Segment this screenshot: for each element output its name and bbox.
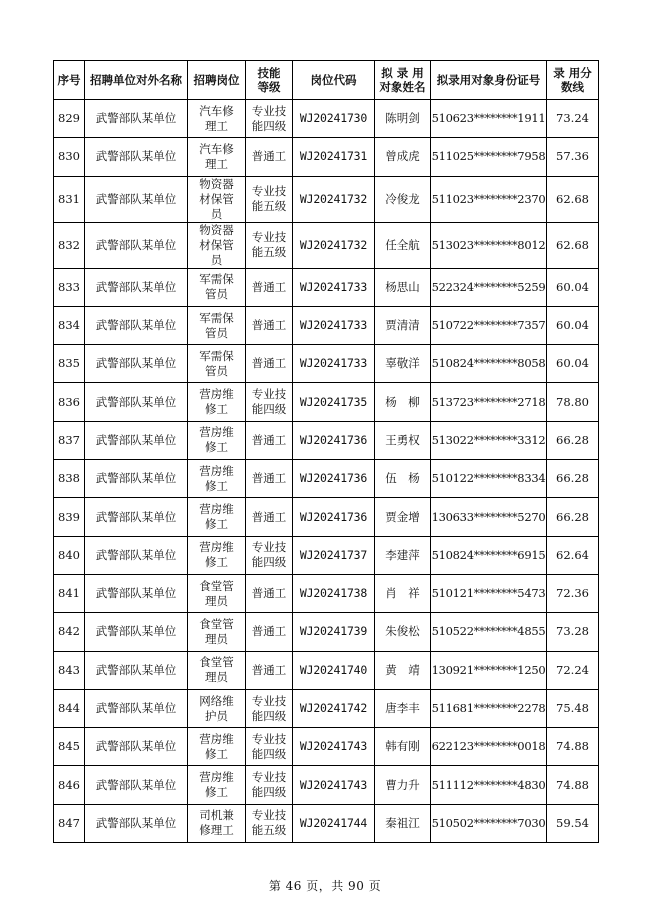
- cell-name: 杨思山: [375, 268, 431, 306]
- cell-skill-text: 普通工: [251, 509, 287, 524]
- cell-score: 60.04: [547, 306, 599, 344]
- cell-post: [188, 613, 246, 651]
- cell-seq: 847: [54, 804, 85, 842]
- cell-skill: [246, 138, 293, 176]
- table-row: [54, 689, 599, 727]
- cell-id: 510824********6915: [431, 536, 547, 574]
- cell-seq: 837: [54, 421, 85, 459]
- cell-seq: 840: [54, 536, 85, 574]
- cell-post: [188, 268, 246, 306]
- cell-post-text: 食堂管理员: [199, 578, 234, 608]
- cell-id: 510122********8334: [431, 460, 547, 498]
- header-skill: [246, 61, 293, 100]
- cell-code: WJ20241733: [293, 306, 375, 344]
- cell-unit: 武警部队某单位: [85, 651, 188, 689]
- cell-code: WJ20241736: [293, 460, 375, 498]
- cell-post: [188, 536, 246, 574]
- cell-seq: 833: [54, 268, 85, 306]
- cell-score: 57.36: [547, 138, 599, 176]
- cell-name: 曹力升: [375, 766, 431, 804]
- header-id: 拟录用对象身份证号: [431, 61, 547, 100]
- cell-skill-text: 专业技能四级: [251, 540, 287, 570]
- cell-score: 74.88: [547, 728, 599, 766]
- cell-skill-text: 专业技能四级: [251, 770, 287, 800]
- cell-skill-text: 普通工: [251, 471, 287, 486]
- cell-post: [188, 460, 246, 498]
- cell-skill: [246, 613, 293, 651]
- cell-seq: 838: [54, 460, 85, 498]
- cell-code: WJ20241736: [293, 421, 375, 459]
- cell-post: [188, 306, 246, 344]
- cell-score: 74.88: [547, 766, 599, 804]
- cell-code: WJ20241742: [293, 689, 375, 727]
- cell-skill: [246, 574, 293, 612]
- cell-skill-text: 普通工: [251, 356, 287, 371]
- cell-skill: [246, 536, 293, 574]
- cell-id: 130921********1250: [431, 651, 547, 689]
- cell-post-text: 营房维修工: [199, 502, 234, 532]
- cell-post: [188, 651, 246, 689]
- cell-post-text: 食堂管理员: [199, 655, 234, 685]
- cell-post: [188, 689, 246, 727]
- table-row: [54, 766, 599, 804]
- cell-post-text: 营房维修工: [199, 770, 234, 800]
- cell-code: WJ20241736: [293, 498, 375, 536]
- cell-score: 62.64: [547, 536, 599, 574]
- cell-seq: 830: [54, 138, 85, 176]
- table-row: [54, 804, 599, 842]
- cell-post: [188, 498, 246, 536]
- cell-post: [188, 345, 246, 383]
- cell-post-text: 营房维修工: [199, 387, 234, 417]
- table-row: [54, 138, 599, 176]
- table-row: [54, 383, 599, 421]
- cell-code: WJ20241739: [293, 613, 375, 651]
- cell-post-text: 营房维修工: [199, 425, 234, 455]
- cell-unit: 武警部队某单位: [85, 536, 188, 574]
- cell-code: WJ20241731: [293, 138, 375, 176]
- cell-unit: 武警部队某单位: [85, 689, 188, 727]
- cell-skill-text: 专业技能四级: [251, 731, 287, 761]
- cell-post-text: 军需保管员: [199, 348, 234, 378]
- cell-name: 杨 柳: [375, 383, 431, 421]
- cell-score: 72.36: [547, 574, 599, 612]
- cell-post: [188, 100, 246, 138]
- cell-skill-text: 专业技能四级: [251, 387, 287, 417]
- table-row: [54, 222, 599, 268]
- table-row: [54, 176, 599, 222]
- cell-unit: 武警部队某单位: [85, 100, 188, 138]
- cell-skill: [246, 306, 293, 344]
- header-skill-text: 技能等级: [257, 66, 281, 94]
- page-footer: 第 46 页，共 90 页: [268, 879, 382, 893]
- cell-name: 韩有刚: [375, 728, 431, 766]
- cell-name: 曾成虎: [375, 138, 431, 176]
- cell-post-text: 食堂管理员: [199, 616, 234, 646]
- cell-skill: [246, 460, 293, 498]
- cell-id: 511681********2278: [431, 689, 547, 727]
- cell-skill-text: 普通工: [251, 586, 287, 601]
- cell-unit: 武警部队某单位: [85, 383, 188, 421]
- cell-unit: 武警部队某单位: [85, 613, 188, 651]
- cell-code: WJ20241735: [293, 383, 375, 421]
- cell-unit: 武警部队某单位: [85, 268, 188, 306]
- cell-post-text: 物资器材保管员: [199, 176, 234, 221]
- cell-score: 62.68: [547, 176, 599, 222]
- table-row: [54, 536, 599, 574]
- cell-id: 513023********8012: [431, 222, 547, 268]
- cell-code: WJ20241737: [293, 536, 375, 574]
- table-row: [54, 613, 599, 651]
- cell-skill-text: 专业技能五级: [251, 808, 287, 838]
- cell-name: 冷俊龙: [375, 176, 431, 222]
- cell-skill: [246, 804, 293, 842]
- cell-id: 130633********5270: [431, 498, 547, 536]
- cell-seq: 846: [54, 766, 85, 804]
- cell-unit: 武警部队某单位: [85, 766, 188, 804]
- cell-id: 513723********2718: [431, 383, 547, 421]
- cell-score: 66.28: [547, 460, 599, 498]
- cell-name: 黄 靖: [375, 651, 431, 689]
- cell-post: [188, 383, 246, 421]
- cell-name: 肖 祥: [375, 574, 431, 612]
- cell-post: [188, 176, 246, 222]
- cell-skill-text: 专业技能五级: [251, 184, 287, 214]
- cell-code: WJ20241730: [293, 100, 375, 138]
- cell-score: 78.80: [547, 383, 599, 421]
- cell-name: 贾金增: [375, 498, 431, 536]
- cell-post-text: 网络维护员: [199, 693, 234, 723]
- cell-id: 510623********1911: [431, 100, 547, 138]
- cell-post: [188, 222, 246, 268]
- cell-id: 511025********7958: [431, 138, 547, 176]
- cell-unit: 武警部队某单位: [85, 728, 188, 766]
- cell-seq: 845: [54, 728, 85, 766]
- cell-id: 510722********7357: [431, 306, 547, 344]
- cell-seq: 835: [54, 345, 85, 383]
- cell-post-text: 营房维修工: [199, 463, 234, 493]
- table-row: [54, 268, 599, 306]
- cell-unit: 武警部队某单位: [85, 574, 188, 612]
- cell-code: WJ20241732: [293, 176, 375, 222]
- cell-score: 60.04: [547, 268, 599, 306]
- table-row: [54, 345, 599, 383]
- cell-score: 73.28: [547, 613, 599, 651]
- cell-post: [188, 421, 246, 459]
- header-name: [375, 61, 431, 100]
- cell-seq: 839: [54, 498, 85, 536]
- cell-id: 510502********7030: [431, 804, 547, 842]
- cell-seq: 844: [54, 689, 85, 727]
- cell-skill-text: 普通工: [251, 662, 287, 677]
- cell-unit: 武警部队某单位: [85, 222, 188, 268]
- header-post: 招聘岗位: [188, 61, 246, 100]
- cell-seq: 841: [54, 574, 85, 612]
- cell-name: 伍 杨: [375, 460, 431, 498]
- cell-post-text: 军需保管员: [199, 310, 234, 340]
- cell-skill-text: 普通工: [251, 149, 287, 164]
- header-seq: 序号: [54, 61, 85, 100]
- cell-id: 510121********5473: [431, 574, 547, 612]
- cell-skill-text: 专业技能五级: [251, 230, 287, 260]
- cell-post: [188, 574, 246, 612]
- cell-unit: 武警部队某单位: [85, 460, 188, 498]
- cell-unit: 武警部队某单位: [85, 804, 188, 842]
- table-row: [54, 421, 599, 459]
- cell-id: 622123********0018: [431, 728, 547, 766]
- cell-id: 510824********8058: [431, 345, 547, 383]
- cell-seq: 836: [54, 383, 85, 421]
- header-unit: 招聘单位对外名称: [85, 61, 188, 100]
- cell-code: WJ20241744: [293, 804, 375, 842]
- cell-skill-text: 专业技能四级: [251, 693, 287, 723]
- cell-name: 唐李丰: [375, 689, 431, 727]
- cell-skill: [246, 383, 293, 421]
- cell-post: [188, 138, 246, 176]
- table-row: [54, 651, 599, 689]
- cell-score: 62.68: [547, 222, 599, 268]
- cell-seq: 829: [54, 100, 85, 138]
- cell-seq: 842: [54, 613, 85, 651]
- cell-skill: [246, 268, 293, 306]
- cell-id: 513022********3312: [431, 421, 547, 459]
- cell-skill-text: 普通工: [251, 432, 287, 447]
- cell-name: 辜敬洋: [375, 345, 431, 383]
- cell-skill: [246, 176, 293, 222]
- cell-unit: 武警部队某单位: [85, 306, 188, 344]
- cell-skill: [246, 100, 293, 138]
- cell-skill: [246, 222, 293, 268]
- header-code: 岗位代码: [293, 61, 375, 100]
- cell-post-text: 汽车修理工: [199, 103, 234, 133]
- cell-skill-text: 专业技能四级: [251, 103, 287, 133]
- header-name-text: 拟 录 用对象姓名: [379, 66, 426, 94]
- cell-skill: [246, 651, 293, 689]
- table-header-row: [54, 61, 599, 100]
- table-row: [54, 460, 599, 498]
- cell-post: [188, 804, 246, 842]
- cell-unit: 武警部队某单位: [85, 421, 188, 459]
- cell-post-text: 军需保管员: [199, 272, 234, 302]
- cell-code: WJ20241743: [293, 766, 375, 804]
- cell-skill-text: 普通工: [251, 279, 287, 294]
- cell-code: WJ20241733: [293, 268, 375, 306]
- cell-score: 66.28: [547, 421, 599, 459]
- cell-id: 522324********5259: [431, 268, 547, 306]
- cell-name: 秦祖江: [375, 804, 431, 842]
- cell-post-text: 营房维修工: [199, 540, 234, 570]
- cell-score: 72.24: [547, 651, 599, 689]
- cell-unit: 武警部队某单位: [85, 498, 188, 536]
- cell-seq: 831: [54, 176, 85, 222]
- cell-skill: [246, 345, 293, 383]
- table-row: [54, 574, 599, 612]
- cell-post-text: 物资器材保管员: [199, 222, 234, 267]
- cell-post-text: 营房维修工: [199, 731, 234, 761]
- cell-id: 510522********4855: [431, 613, 547, 651]
- cell-unit: 武警部队某单位: [85, 176, 188, 222]
- cell-post: [188, 766, 246, 804]
- cell-name: 陈明剑: [375, 100, 431, 138]
- table-row: [54, 498, 599, 536]
- cell-score: 75.48: [547, 689, 599, 727]
- cell-name: 朱俊松: [375, 613, 431, 651]
- cell-score: 59.54: [547, 804, 599, 842]
- cell-skill-text: 普通工: [251, 318, 287, 333]
- cell-seq: 834: [54, 306, 85, 344]
- cell-id: 511112********4830: [431, 766, 547, 804]
- cell-id: 511023********2370: [431, 176, 547, 222]
- cell-skill: [246, 728, 293, 766]
- header-score-text: 录 用分数线: [553, 66, 592, 94]
- cell-unit: 武警部队某单位: [85, 345, 188, 383]
- cell-code: WJ20241733: [293, 345, 375, 383]
- table-row: [54, 100, 599, 138]
- cell-skill: [246, 689, 293, 727]
- header-score: [547, 61, 599, 100]
- cell-seq: 843: [54, 651, 85, 689]
- cell-code: WJ20241732: [293, 222, 375, 268]
- cell-post: [188, 728, 246, 766]
- cell-post-text: 司机兼修理工: [199, 808, 234, 838]
- cell-name: 王勇权: [375, 421, 431, 459]
- cell-post-text: 汽车修理工: [199, 141, 234, 171]
- table-row: [54, 306, 599, 344]
- cell-name: 贾清清: [375, 306, 431, 344]
- cell-code: WJ20241743: [293, 728, 375, 766]
- cell-skill: [246, 498, 293, 536]
- cell-name: 李建萍: [375, 536, 431, 574]
- table-row: [54, 728, 599, 766]
- cell-score: 66.28: [547, 498, 599, 536]
- cell-skill: [246, 421, 293, 459]
- cell-code: WJ20241740: [293, 651, 375, 689]
- cell-code: WJ20241738: [293, 574, 375, 612]
- cell-name: 任全航: [375, 222, 431, 268]
- cell-score: 60.04: [547, 345, 599, 383]
- cell-score: 73.24: [547, 100, 599, 138]
- cell-skill-text: 普通工: [251, 624, 287, 639]
- recruitment-table: [53, 60, 599, 843]
- cell-seq: 832: [54, 222, 85, 268]
- cell-skill: [246, 766, 293, 804]
- cell-unit: 武警部队某单位: [85, 138, 188, 176]
